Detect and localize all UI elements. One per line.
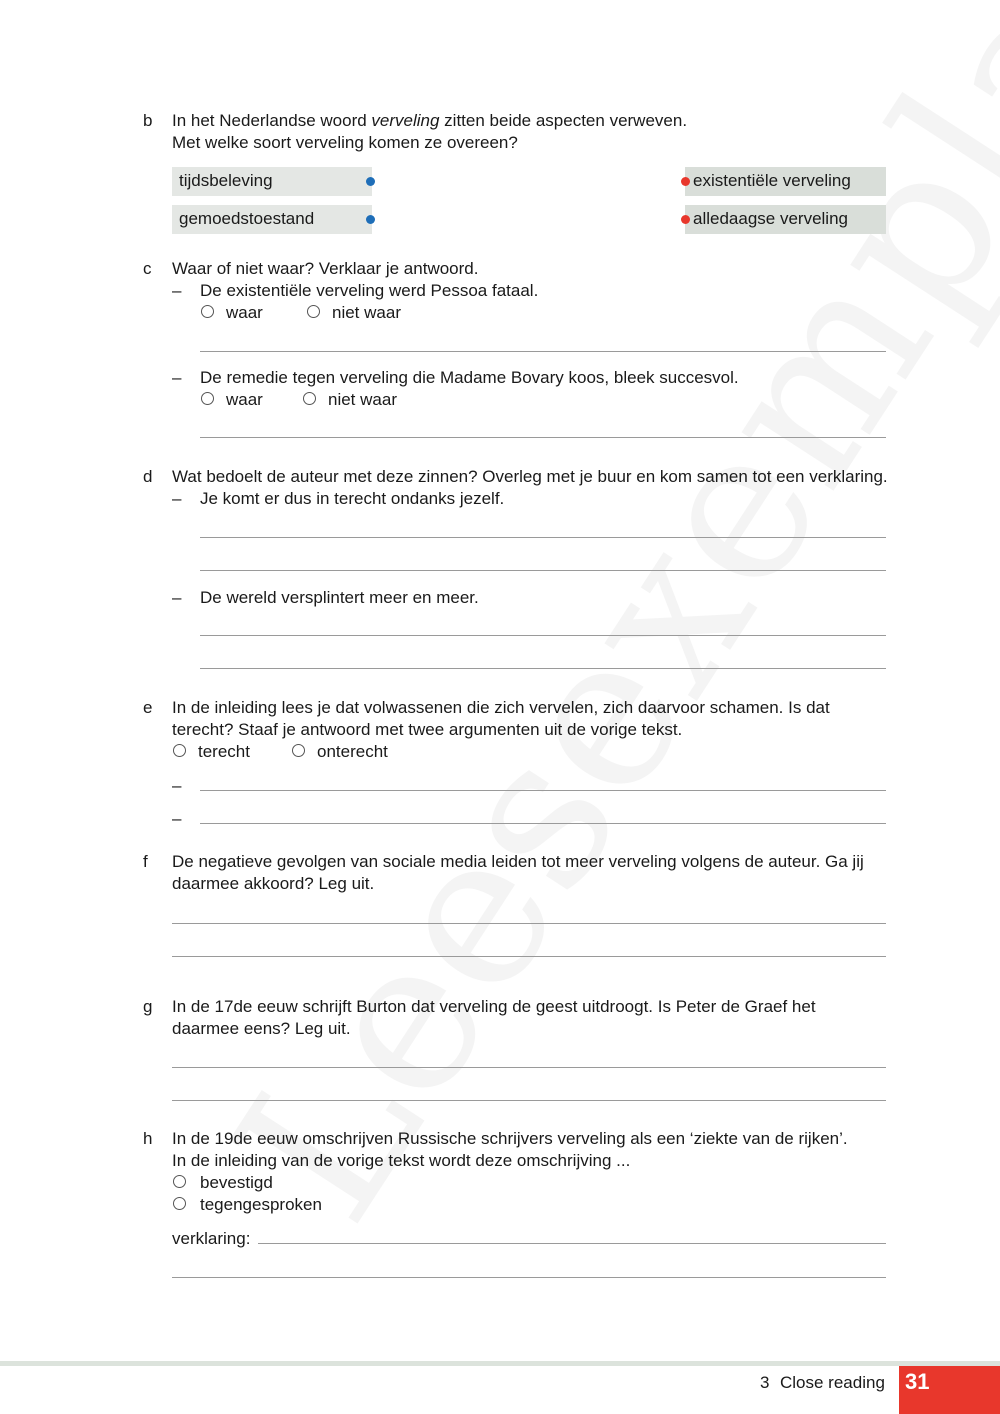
footer-divider bbox=[0, 1361, 1000, 1366]
dash: – bbox=[172, 489, 182, 508]
question-text-line2: Met welke soort verveling komen ze overeen? bbox=[172, 133, 518, 152]
question-text-line2: terecht? Staaf je antwoord met twee argumenten uit de vorige tekst. bbox=[172, 720, 683, 739]
radio-label-onterecht: onterecht bbox=[317, 742, 388, 761]
question-letter: d bbox=[143, 467, 153, 486]
radio-label-niet-waar: niet waar bbox=[328, 390, 397, 409]
question-text: In de inleiding lees je dat volwassenen die zich vervelen, zich daarvoor schamen. Is dat bbox=[172, 698, 830, 717]
radio-waar[interactable] bbox=[201, 305, 214, 318]
chapter-number: 3 bbox=[760, 1373, 770, 1392]
answer-line[interactable] bbox=[200, 823, 886, 824]
radio-label-tegengesproken: tegengesproken bbox=[200, 1195, 322, 1214]
question-letter: b bbox=[143, 111, 153, 130]
match-left-item[interactable]: tijdsbeleving bbox=[172, 167, 372, 196]
answer-line[interactable] bbox=[200, 668, 886, 669]
question-text: In de 19de eeuw omschrijven Russische schrijvers verveling als een ‘ziekte van de rijken’. bbox=[172, 1129, 848, 1148]
radio-niet-waar[interactable] bbox=[307, 305, 320, 318]
question-text: Wat bedoelt de auteur met deze zinnen? Overleg met je buur en kom samen tot een verklaring. bbox=[172, 467, 888, 486]
sentence: Je komt er dus in terecht ondanks jezelf. bbox=[200, 489, 505, 508]
match-dot-right[interactable] bbox=[681, 177, 690, 186]
answer-line[interactable] bbox=[172, 1067, 886, 1068]
question-text: In de 17de eeuw schrijft Burton dat verveling de geest uitdroogt. Is Peter de Graef het bbox=[172, 997, 816, 1016]
answer-line[interactable] bbox=[172, 956, 886, 957]
question-letter: e bbox=[143, 698, 153, 717]
answer-line[interactable] bbox=[172, 923, 886, 924]
radio-label-waar: waar bbox=[226, 303, 263, 322]
dash: – bbox=[172, 809, 182, 828]
radio-label-waar: waar bbox=[226, 390, 263, 409]
question-text: De negatieve gevolgen van sociale media leiden tot meer verveling volgens de auteur. Ga jij bbox=[172, 852, 864, 871]
question-letter: h bbox=[143, 1129, 153, 1148]
radio-label-bevestigd: bevestigd bbox=[200, 1173, 273, 1192]
statement: De existentiële verveling werd Pessoa fataal. bbox=[200, 281, 539, 300]
sentence: De wereld versplintert meer en meer. bbox=[200, 588, 479, 607]
dash: – bbox=[172, 368, 182, 387]
answer-line[interactable] bbox=[200, 351, 886, 352]
answer-line[interactable] bbox=[200, 537, 886, 538]
match-dot-right[interactable] bbox=[681, 215, 690, 224]
answer-line[interactable] bbox=[200, 437, 886, 438]
match-right-item[interactable]: alledaagse verveling bbox=[685, 205, 886, 234]
match-right-item[interactable]: existentiële verveling bbox=[685, 167, 886, 196]
radio-waar[interactable] bbox=[201, 392, 214, 405]
page-number: 31 bbox=[905, 1369, 930, 1394]
question-text-line2: daarmee eens? Leg uit. bbox=[172, 1019, 351, 1038]
radio-tegengesproken[interactable] bbox=[173, 1197, 186, 1210]
radio-niet-waar[interactable] bbox=[303, 392, 316, 405]
radio-label-niet-waar: niet waar bbox=[332, 303, 401, 322]
match-dot-left[interactable] bbox=[366, 177, 375, 186]
radio-bevestigd[interactable] bbox=[173, 1175, 186, 1188]
question-text-line2: In de inleiding van de vorige tekst wordt deze omschrijving ... bbox=[172, 1151, 631, 1170]
question-text-line2: daarmee akkoord? Leg uit. bbox=[172, 874, 375, 893]
radio-terecht[interactable] bbox=[173, 744, 186, 757]
radio-label-terecht: terecht bbox=[198, 742, 250, 761]
explanation-label: verklaring: bbox=[172, 1229, 251, 1248]
dash: – bbox=[172, 776, 182, 795]
radio-onterecht[interactable] bbox=[292, 744, 305, 757]
match-left-item[interactable]: gemoedstoestand bbox=[172, 205, 372, 234]
chapter-title: Close reading bbox=[780, 1373, 885, 1392]
answer-line[interactable] bbox=[200, 570, 886, 571]
answer-line[interactable] bbox=[258, 1243, 886, 1244]
answer-line[interactable] bbox=[172, 1277, 886, 1278]
match-dot-left[interactable] bbox=[366, 215, 375, 224]
question-letter: g bbox=[143, 997, 153, 1016]
answer-line[interactable] bbox=[172, 1100, 886, 1101]
question-text: In het Nederlandse woord verveling zitten beide aspecten verweven. bbox=[172, 111, 688, 130]
statement: De remedie tegen verveling die Madame Bovary koos, bleek succesvol. bbox=[200, 368, 739, 387]
dash: – bbox=[172, 281, 182, 300]
dash: – bbox=[172, 588, 182, 607]
question-letter: f bbox=[143, 852, 148, 871]
question-text: Waar of niet waar? Verklaar je antwoord. bbox=[172, 259, 479, 278]
answer-line[interactable] bbox=[200, 790, 886, 791]
answer-line[interactable] bbox=[200, 635, 886, 636]
page-number-box bbox=[899, 1366, 1000, 1414]
question-letter: c bbox=[143, 259, 152, 278]
